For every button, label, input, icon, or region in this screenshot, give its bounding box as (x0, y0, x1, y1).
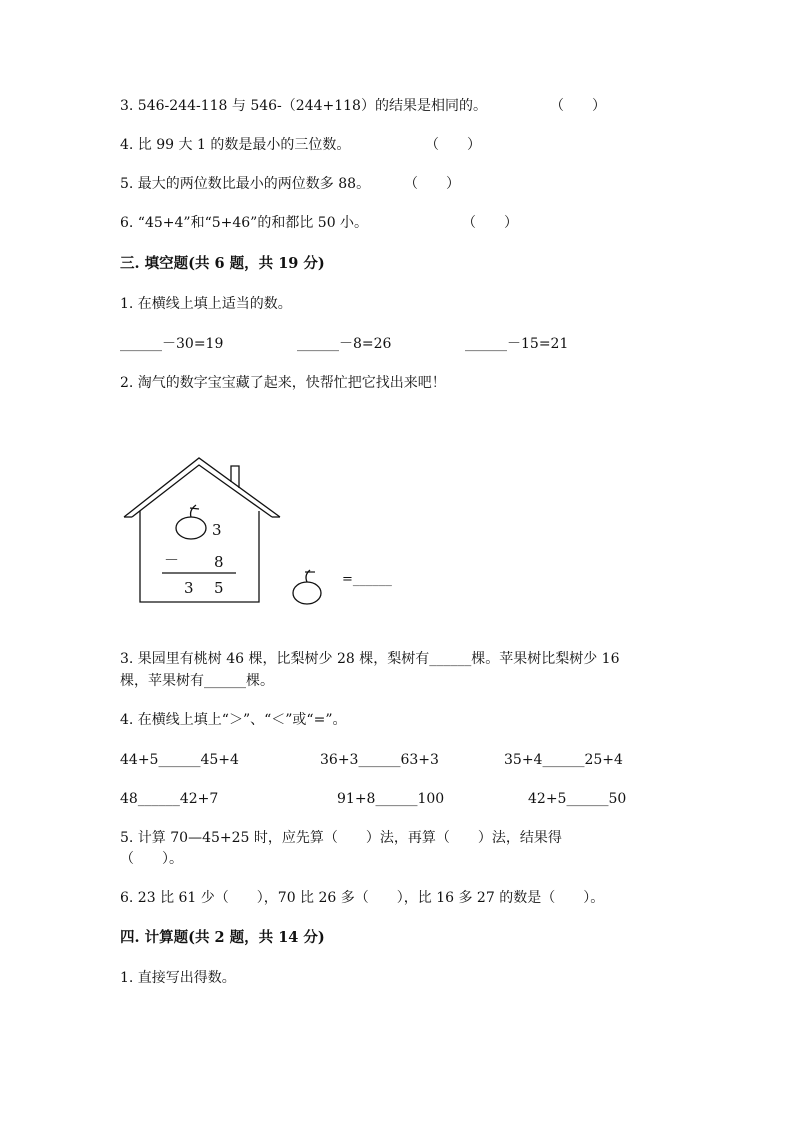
fruit-digit-icon (176, 517, 206, 539)
house-result-ones: 5 (214, 579, 224, 597)
s3-q5-line2: （ ）。 (120, 851, 183, 867)
fruit-answer-icon (293, 582, 321, 604)
house-result-tens: 3 (184, 579, 194, 597)
s4-q1-text: 1. 直接写出得数。 (120, 970, 236, 986)
judge-q3-paren: （ ） (550, 98, 606, 114)
judge-q5-text: 5. 最大的两位数比最小的两位数多 88。 (120, 176, 371, 192)
s3-q1-item-1: ______－30=19 (120, 336, 224, 352)
s3-q1-item-2: ______－8=26 (297, 336, 392, 352)
section3-title: 三. 填空题(共 6 题，共 19 分) (120, 255, 325, 272)
s3-q4-r1-item1: 44+5______45+4 (120, 752, 239, 768)
s3-q4-text: 4. 在横线上填上“＞”、“＜”或“=”。 (120, 712, 347, 728)
s3-q4-r2-item2: 91+8______100 (337, 791, 445, 807)
section4-title: 四. 计算题(共 2 题，共 14 分) (120, 929, 325, 946)
house-answer-blank: =______ (342, 572, 392, 587)
s3-q6-text: 6. 23 比 61 少（ ），70 比 26 多（ ），比 16 多 27 的数是（ ）。 (120, 890, 605, 906)
judge-q5-paren: （ ） (404, 176, 460, 192)
house-minus-sign: － (164, 551, 180, 569)
judge-q3-text: 3. 546-244-118 与 546-（244+118）的结果是相同的。 (120, 98, 487, 114)
s3-q5-line1: 5. 计算 70—45+25 时，应先算（ ）法，再算（ ）法，结果得 (120, 830, 562, 846)
house-roof-inner (132, 465, 272, 517)
s3-q4-r2-item3: 42+5______50 (528, 791, 627, 807)
house-middle-digit: 8 (214, 553, 224, 571)
judge-q6-paren: （ ） (462, 215, 518, 231)
house-walls (140, 511, 259, 602)
s3-q4-r1-item2: 36+3______63+3 (320, 752, 439, 768)
s3-q2-text: 2. 淘气的数字宝宝藏了起来，快帮忙把它找出来吧！ (120, 375, 446, 391)
house-top-digit: 3 (212, 521, 222, 539)
s3-q4-r2-item1: 48______42+7 (120, 791, 219, 807)
s3-q4-r1-item3: 35+4______25+4 (504, 752, 623, 768)
s3-q3-line1: 3. 果园里有桃树 46 棵，比梨树少 28 棵，梨树有______棵。苹果树比梨树少 16 (120, 651, 620, 667)
judge-q4-paren: （ ） (425, 137, 481, 153)
judge-q6-text: 6. “45+4”和“5+46”的和都比 50 小。 (120, 215, 369, 231)
house-figure (118, 455, 418, 615)
judge-q4-text: 4. 比 99 大 1 的数是最小的三位数。 (120, 137, 351, 153)
s3-q3-line2: 棵，苹果树有______棵。 (120, 673, 274, 689)
s3-q1-item-3: ______－15=21 (465, 336, 569, 352)
s3-q1-text: 1. 在横线上填上适当的数。 (120, 296, 292, 312)
